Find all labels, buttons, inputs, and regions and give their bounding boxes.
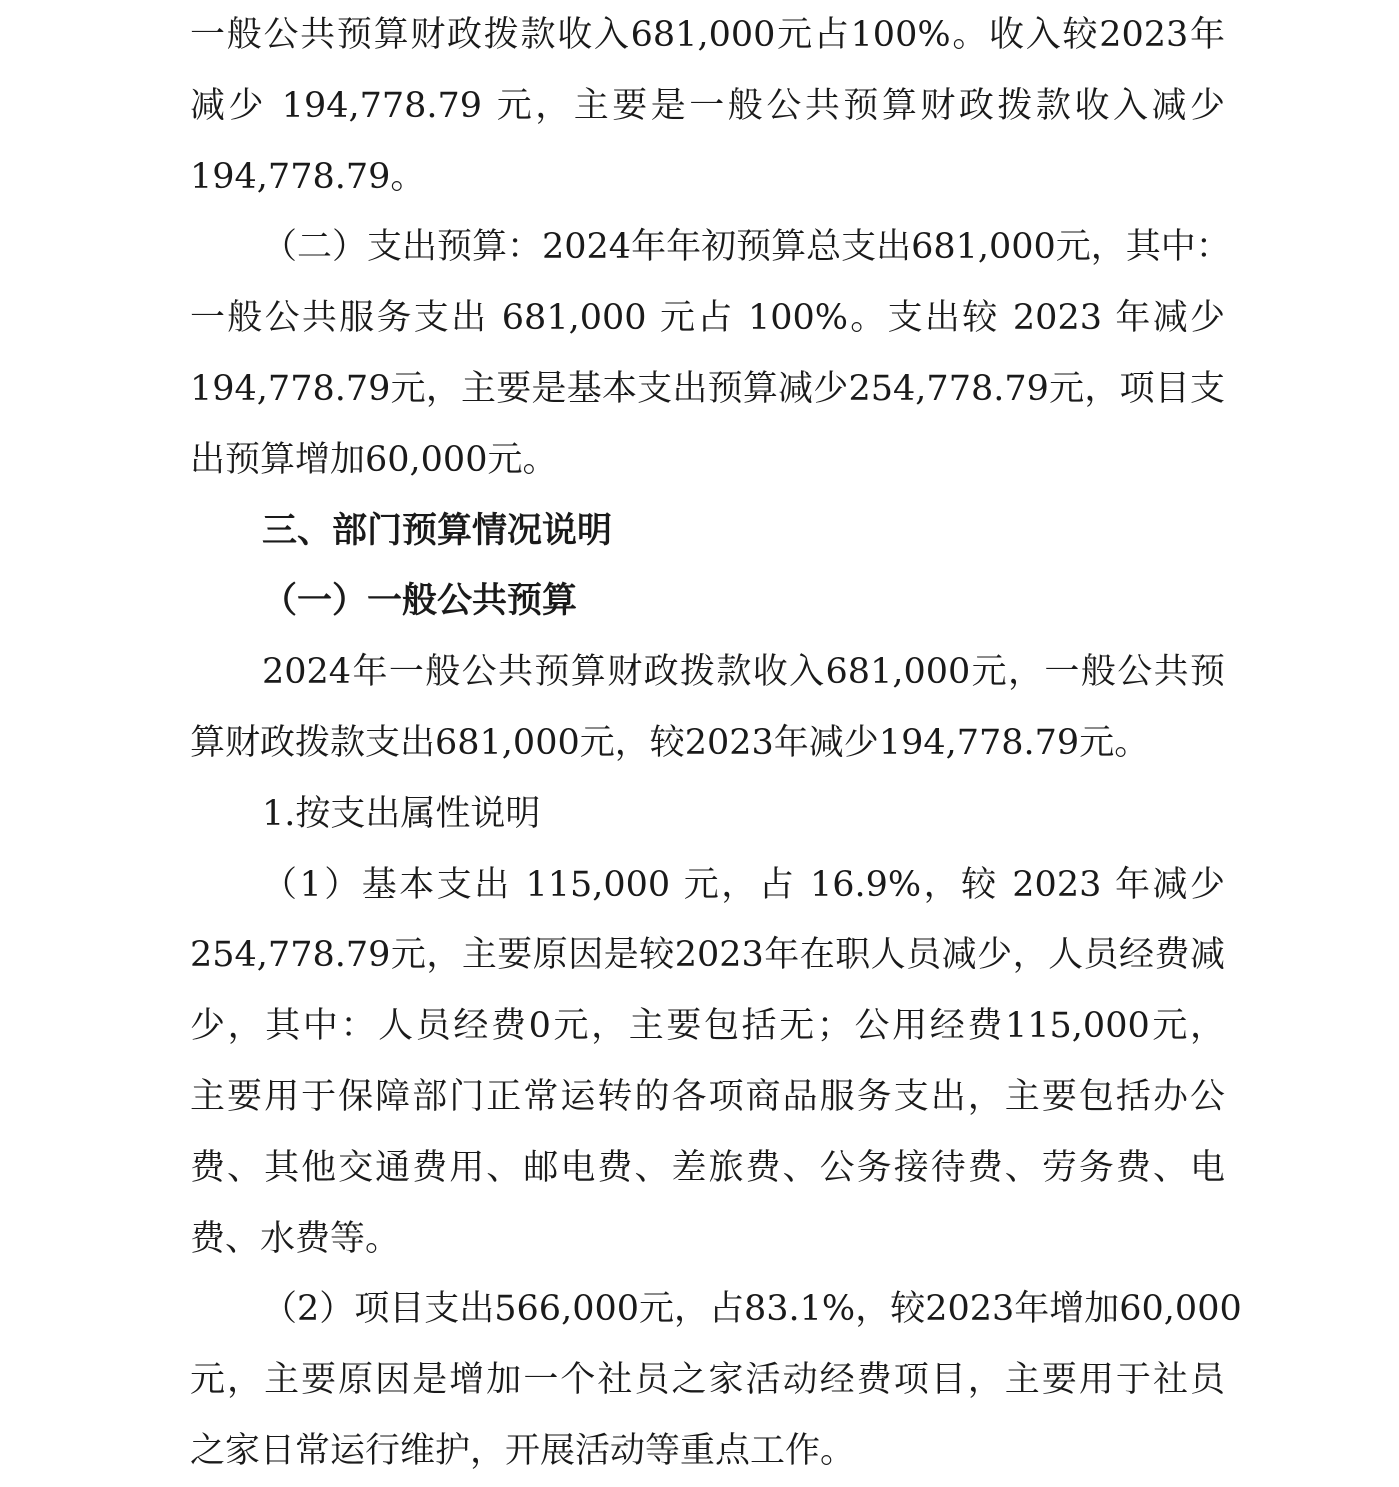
paragraph-line: 1.按支出属性说明 [262,793,541,834]
paragraph-line: 主要用于保障部门正常运转的各项商品服务支出，主要包括办公 [190,1076,1225,1117]
paragraph-line: 少，其中：人员经费0元，主要包括无；公用经费115,000元， [190,1006,1225,1047]
document-page [190,0,1242,1487]
section-heading: 三、部门预算情况说明 [262,510,613,551]
paragraph-line: 194,778.79。 [190,156,426,197]
subsection-heading: （一）一般公共预算 [262,580,578,622]
paragraph-line: 一般公共预算财政拨款收入681,000元占100%。收入较2023年 [190,15,1225,55]
paragraph-line: 出预算增加60,000元。 [190,439,558,480]
paragraph-line: 减少 194,778.79 元，主要是一般公共预算财政拨款收入减少 [190,85,1225,126]
paragraph-line: 费、水费等。 [190,1218,401,1259]
paragraph-line: 2024年一般公共预算财政拨款收入681,000元，一般公共预 [262,652,1225,693]
paragraph-line: （二）支出预算：2024年年初预算总支出681,000元，其中： [262,227,1231,268]
paragraph-line: 元，主要原因是增加一个社员之家活动经费项目，主要用于社员 [190,1360,1225,1401]
paragraph-line: （2）项目支出566,000元，占83.1%，较2023年增加60,000 [262,1289,1242,1330]
paragraph-line: 194,778.79元，主要是基本支出预算减少254,778.79元，项目支 [190,368,1225,409]
paragraph-line: 费、其他交通费用、邮电费、差旅费、公务接待费、劳务费、电 [190,1147,1225,1188]
paragraph-line: （1）基本支出 115,000 元，占 16.9%，较 2023 年减少 [262,864,1225,905]
paragraph-line: 254,778.79元，主要原因是较2023年在职人员减少，人员经费减 [190,935,1225,976]
paragraph-line: 算财政拨款支出681,000元，较2023年减少194,778.79元。 [190,722,1150,763]
paragraph-line: 一般公共服务支出 681,000 元占 100%。支出较 2023 年减少 [190,298,1225,339]
paragraph-line: 之家日常运行维护，开展活动等重点工作。 [190,1430,856,1471]
